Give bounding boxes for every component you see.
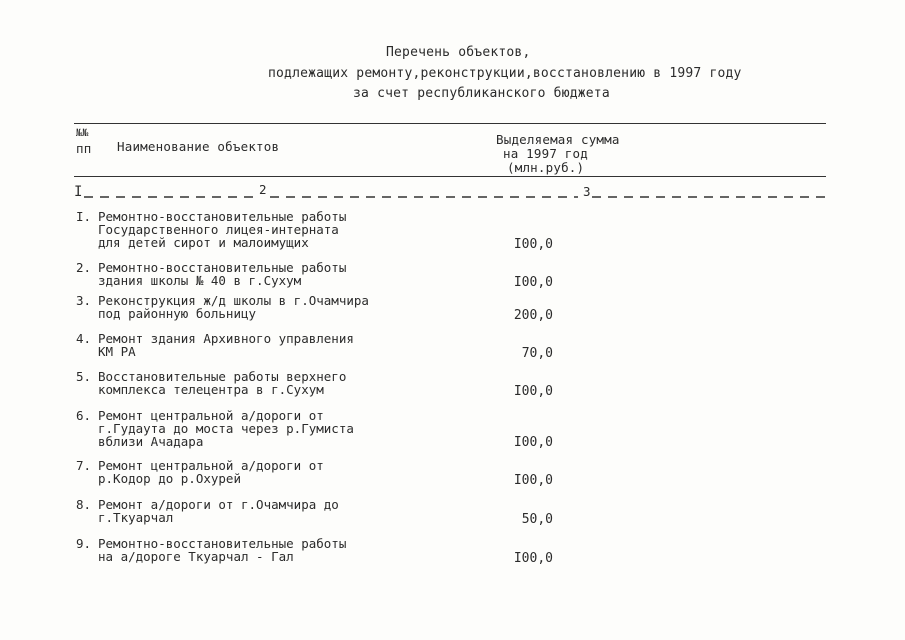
header-num-top: №№ xyxy=(76,128,89,139)
item-text: Ремонтно-восстановительные работы xyxy=(98,209,347,224)
item-text: для детей сирот и малоимущих xyxy=(98,235,309,250)
list-item xyxy=(76,370,406,396)
column-number-1: I xyxy=(74,184,83,200)
table-top-rule xyxy=(74,123,826,124)
item-text: г.Ткуарчал xyxy=(98,510,174,525)
item-amount: I00,0 xyxy=(513,275,553,290)
item-text-line xyxy=(76,383,406,396)
list-item xyxy=(76,332,406,358)
item-amount: I00,0 xyxy=(513,237,553,252)
list-item xyxy=(76,294,406,320)
item-text: Государственного лицея-интерната xyxy=(98,222,339,237)
item-text: комплекса телецентра в г.Сухум xyxy=(98,382,324,397)
header-bottom-rule xyxy=(74,176,826,177)
item-text: Ремонтно-восстановительные работы xyxy=(98,260,347,275)
item-number: 6. xyxy=(76,408,92,423)
item-number: 9. xyxy=(76,536,92,551)
item-text: Ремонт здания Архивного управления xyxy=(98,331,354,346)
list-item xyxy=(76,409,406,448)
item-text: Восстановительные работы верхнего xyxy=(98,369,347,384)
list-item xyxy=(76,459,406,485)
item-text: на а/дороге Ткуарчал - Гал xyxy=(98,549,294,564)
item-text: Ремонт центральной а/дороги от xyxy=(98,408,324,423)
item-text-line xyxy=(76,236,406,249)
header-amount-line-1: Выделяемая сумма xyxy=(496,132,620,147)
column-number-dash-leader xyxy=(84,195,826,199)
header-amount-line-3: (млн.руб.) xyxy=(507,160,585,175)
list-item xyxy=(76,261,406,287)
header-amount-line-2: на 1997 год xyxy=(503,146,588,161)
item-number: 2. xyxy=(76,260,92,275)
item-number: 3. xyxy=(76,293,92,308)
item-text-line xyxy=(76,307,406,320)
item-amount: I00,0 xyxy=(513,473,553,488)
item-text-line xyxy=(76,511,406,524)
item-text: р.Кодор до р.Охурей xyxy=(98,471,241,486)
item-number: 5. xyxy=(76,369,92,384)
item-text: Реконструкция ж/д школы в г.Очамчира xyxy=(98,293,369,308)
title-line-1: Перечень объектов, xyxy=(386,45,531,60)
title-line-2: подлежащих ремонту,реконструкции,восстановлению в 1997 году xyxy=(268,66,742,81)
item-text-line xyxy=(76,472,406,485)
item-amount: I00,0 xyxy=(513,384,553,399)
item-text: г.Гудаута до моста через р.Гумиста xyxy=(98,421,354,436)
item-number: I. xyxy=(76,209,92,224)
item-amount: 50,0 xyxy=(521,512,553,527)
item-text: Ремонтно-восстановительные работы xyxy=(98,536,347,551)
item-amount: 200,0 xyxy=(513,308,553,323)
header-num-bottom: пп xyxy=(76,141,92,156)
item-number: 7. xyxy=(76,458,92,473)
item-amount: I00,0 xyxy=(513,551,553,566)
item-number: 4. xyxy=(76,331,92,346)
header-name: Наименование объектов xyxy=(117,139,280,154)
item-text-line xyxy=(76,550,406,563)
column-number-2: 2 xyxy=(259,182,267,197)
item-text-line xyxy=(76,274,406,287)
list-item xyxy=(76,537,406,563)
item-number: 8. xyxy=(76,497,92,512)
item-text: КМ РА xyxy=(98,344,136,359)
title-line-3: за счет республиканского бюджета xyxy=(353,86,610,101)
item-text-line xyxy=(76,345,406,358)
item-text: вблизи Ачадара xyxy=(98,434,204,449)
item-amount: 70,0 xyxy=(521,346,553,361)
list-item xyxy=(76,498,406,524)
item-text: под районную больницу xyxy=(98,306,257,321)
column-number-3: 3 xyxy=(583,184,591,199)
item-text: здания школы № 40 в г.Сухум xyxy=(98,273,302,288)
item-text: Ремонт а/дороги от г.Очамчира до xyxy=(98,497,339,512)
item-amount: I00,0 xyxy=(513,435,553,450)
item-text-line xyxy=(76,435,406,448)
item-text: Ремонт центральной а/дороги от xyxy=(98,458,324,473)
list-item xyxy=(76,210,406,249)
